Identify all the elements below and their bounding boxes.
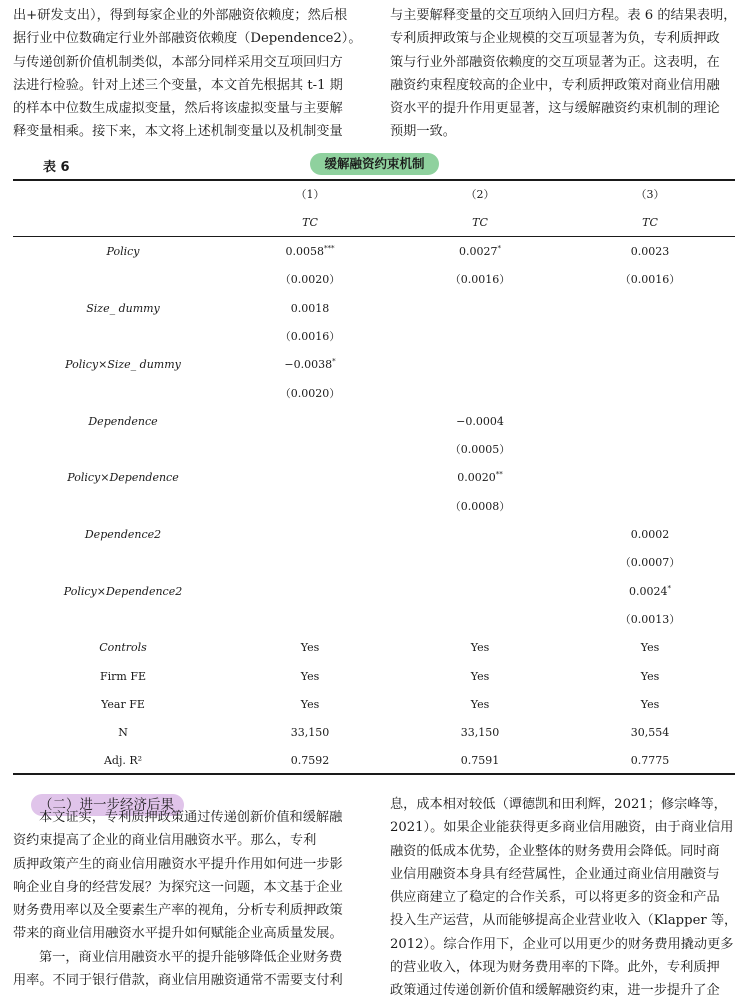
table-row [13, 667, 735, 687]
table-header-row [13, 185, 735, 205]
table-row [13, 695, 735, 715]
table-cell: 0.7775 [630, 754, 670, 768]
col-number-2: （2） [465, 188, 495, 201]
table-row [13, 638, 735, 658]
row-label: Firm FE [100, 669, 146, 683]
table-depvar-row [13, 213, 735, 233]
text-line: 资约束提高了企业的商业信用融资水平。那么，专利 [13, 833, 317, 849]
table-cell: 33,150 [460, 726, 500, 740]
col-number-1: （1） [295, 188, 325, 201]
text-line: 息，成本相对较低（谭德凯和田利辉，2021；修宗峰等， [390, 797, 727, 812]
row-label: Year FE [101, 697, 145, 711]
table-row [13, 270, 735, 290]
table-cell: Yes [640, 669, 660, 683]
text-line: 2021）。如果企业能获得更多商业信用融资，由于商业信用 [390, 820, 734, 836]
table-cell: 30,554 [630, 726, 670, 740]
table-header-rule [13, 236, 735, 237]
text-line: 的营业收入，体现为财务费用率的下降。此外，专利质押 [390, 960, 720, 976]
text-line: 质押政策产生的商业信用融资水平提升作用如何进一步影 [13, 856, 343, 872]
text-line: 策与行业外部融资依赖度的交互项显著为正。这表明，在 [390, 54, 720, 70]
table-cell: 0.0024* [629, 583, 671, 598]
table-row [13, 299, 735, 319]
table-row [13, 384, 735, 404]
text-line: 本文证实，专利质押政策通过传递创新价值和缓解融 [39, 810, 343, 825]
text-line: 投入生产运营，从而能够提高企业营业收入（Klapper 等， [390, 913, 738, 929]
table-cell: （0.0016） [279, 329, 341, 343]
table-cell: （0.0013） [619, 612, 681, 626]
table-cell: 0.0027* [459, 244, 501, 258]
table-row [13, 242, 735, 262]
table-cell: Yes [300, 697, 320, 711]
text-line: 响企业自身的经营发展？为探究这一问题，本文基于企业 [13, 879, 343, 895]
dep-var-2: TC [472, 216, 488, 229]
table-cell: （0.0016） [619, 273, 681, 287]
table-row [13, 751, 735, 771]
text-line: 业信用融资本身具有经营属性，企业通过商业信用融资与 [390, 866, 720, 882]
text-line: 供应商建立了稳定的合作关系，可以将更多的资金和产品 [390, 890, 720, 906]
text-line: 释变量相乘。接下来，本文将上述机制变量以及机制变量 [13, 124, 343, 140]
table-row [13, 468, 735, 488]
table-cell: 0.7592 [290, 754, 330, 768]
row-label: Dependence2 [84, 528, 162, 541]
table-row [13, 497, 735, 517]
text-line: 财务费用率以及全要素生产率的视角，分析专利质押政策 [13, 903, 343, 919]
table-cell: Yes [300, 669, 320, 683]
dep-var-3: TC [642, 216, 658, 229]
top-right-paragraph [390, 4, 738, 144]
row-label: Dependence [88, 414, 158, 428]
text-line: 的样本中位数生成虚拟变量，然后将该虚拟变量与主要解 [13, 101, 343, 117]
dep-var-1: TC [302, 216, 318, 229]
table-top-rule [13, 179, 735, 181]
table-cell: （0.0007） [619, 556, 681, 570]
text-line: 与传递创新价值机制类似，本部分同样采用交互项回归方 [13, 54, 343, 70]
text-line: 融资约束程度较高的企业中，专利质押政策对商业信用融 [390, 77, 720, 93]
top-left-paragraph [13, 4, 363, 144]
text-line: 出+研发支出），得到每家企业的外部融资依赖度；然后根 [13, 8, 348, 23]
table-row [13, 553, 735, 573]
table-cell: 33,150 [290, 726, 330, 740]
table-label: 表 6 [43, 160, 70, 175]
row-label: Adj. R² [103, 754, 143, 768]
text-line: 与主要解释变量的交互项纳入回归方程。表 6 的结果表明， [390, 8, 737, 23]
table-cell: 0.0023 [630, 245, 670, 258]
table-row [13, 582, 735, 602]
table-row [13, 525, 735, 545]
table-bottom-rule [13, 773, 735, 775]
table-cell: 0.0058*** [285, 244, 335, 258]
text-line: 专利质押政策与企业规模的交互项显著为负，专利质押政 [390, 31, 720, 47]
text-line: 预期一致。 [390, 124, 456, 140]
table-cell: 0.0002 [630, 528, 670, 541]
text-line: 2012）。综合作用下，企业可以用更少的财务费用撬动更多 [390, 936, 734, 952]
text-line: 政策通过传递创新价值和缓解融资约束，进一步提升了企 [390, 983, 720, 999]
text-line: 资水平的提升作用更显著，这与缓解融资约束机制的理论 [390, 101, 720, 117]
text-line: 据行业中位数确定行业外部融资依赖度（Dependence2）。 [13, 31, 362, 47]
table-row [13, 723, 735, 743]
row-label: N [118, 726, 128, 740]
table-cell: （0.0008） [449, 499, 511, 513]
table-cell: 0.7591 [460, 754, 500, 768]
table-row [13, 440, 735, 460]
row-label: Policy×Size_ dummy [65, 358, 181, 372]
text-line: 法进行检验。针对上述三个变量，本文首先根据其 t-1 期 [13, 77, 343, 93]
table-cell: （0.0005） [449, 443, 511, 457]
table-row [13, 610, 735, 630]
col-number-3: （3） [635, 188, 665, 201]
table-cell: Yes [470, 669, 490, 683]
text-line: 用率。不同于银行借款，商业信用融资通常不需要支付利 [13, 973, 343, 989]
section-heading: （二）进一步经济后果 [31, 794, 184, 816]
text-line: 第一，商业信用融资水平的提升能够降低企业财务费 [39, 949, 343, 965]
table-cell: Yes [470, 641, 490, 655]
table-title: 缓解融资约束机制 [310, 153, 439, 175]
row-label: Size_ dummy [86, 301, 160, 315]
table-cell: −0.0038* [284, 357, 336, 372]
bottom-right-paragraph [390, 793, 738, 1003]
row-label: Policy×Dependence2 [63, 584, 183, 598]
text-line: 融资的低成本优势，企业整体的财务费用会降低。同时商 [390, 843, 720, 859]
table-row [13, 355, 735, 375]
table-row [13, 412, 735, 432]
row-label: Policy [106, 245, 140, 258]
table-cell: Yes [640, 697, 660, 711]
table-cell: 0.0020** [457, 470, 503, 485]
table-cell: （0.0020） [279, 386, 341, 400]
bottom-left-paragraph [13, 806, 363, 992]
table-row [13, 327, 735, 347]
table-cell: （0.0016） [449, 273, 511, 287]
text-line: 带来的商业信用融资水平提升如何赋能企业高质量发展。 [13, 926, 343, 942]
table-cell: Yes [640, 641, 660, 655]
row-label: Controls [99, 641, 147, 655]
table-cell: 0.0018 [290, 301, 330, 315]
row-label: Policy×Dependence [67, 471, 179, 485]
table-cell: −0.0004 [456, 414, 504, 428]
table-cell: Yes [300, 641, 320, 655]
table-cell: （0.0020） [279, 273, 341, 287]
table-cell: Yes [470, 697, 490, 711]
